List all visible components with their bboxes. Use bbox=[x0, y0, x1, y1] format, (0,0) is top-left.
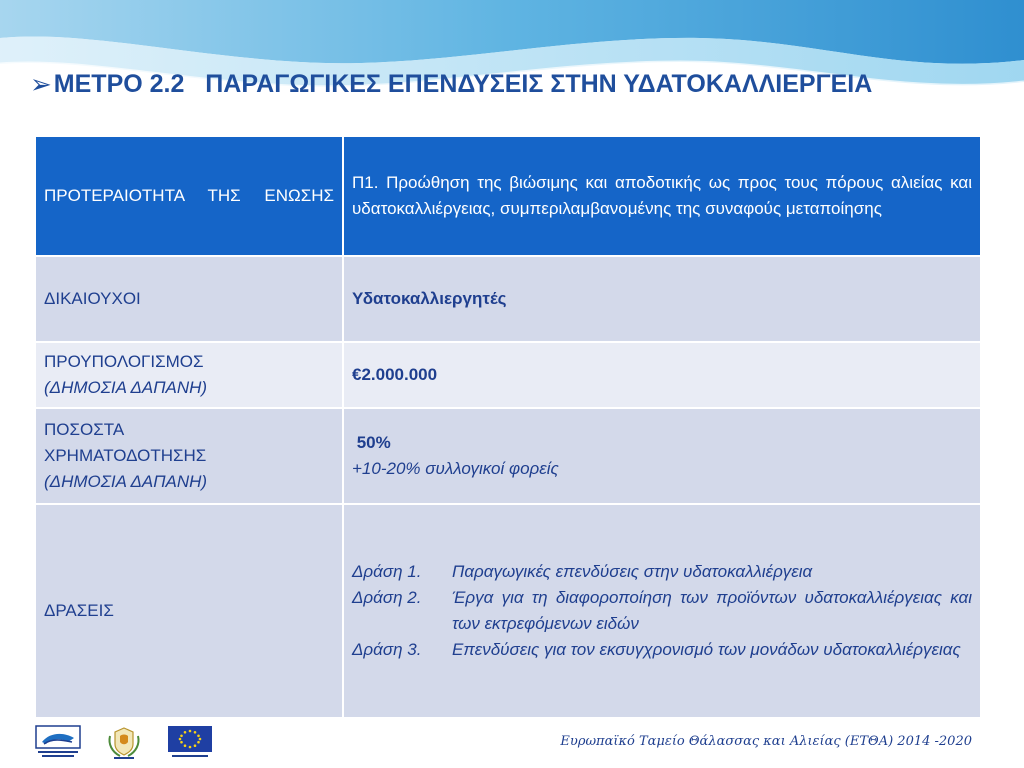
action-text: Έργα για τη διαφοροποίηση των προϊόντων υδατοκαλλιέργειας και των εκτρεφόμενων ειδών bbox=[452, 588, 972, 633]
action-item-3 bbox=[352, 637, 972, 663]
measure-table bbox=[34, 135, 982, 719]
priority-value: Π1. Προώθηση της βιώσιμης και αποδοτικής ως προς τους πόρους αλιείας και υδατοκαλλιέργειας, συμπεριλαμβανομένης της συναφούς μεταποίησης bbox=[343, 136, 981, 256]
table-row-beneficiaries bbox=[35, 256, 981, 342]
footer-logos bbox=[34, 722, 214, 762]
budget-label-note: (ΔΗΜΟΣΙΑ ΔΑΠΑΝΗ) bbox=[44, 378, 208, 397]
footer-fund-text: Ευρωπαϊκό Ταμείο Θάλασσας και Αλιείας (ΕΤΘΑ) 2014 -2020 bbox=[560, 734, 972, 749]
rates-value-cell bbox=[343, 408, 981, 504]
table-row-priority bbox=[35, 136, 981, 256]
rates-label-line2: ΧΡΗΜΑΤΟΔΟΤΗΣΗΣ bbox=[44, 446, 207, 465]
rates-label-line1: ΠΟΣΟΣΤΑ bbox=[44, 420, 125, 439]
slide-title: ΜΕΤΡΟ 2.2 ΠΑΡΑΓΩΓΙΚΕΣ ΕΠΕΝΔΥΣΕΙΣ ΣΤΗΝ ΥΔΑΤΟΚΑΛΛΙΕΡΓΕΙΑ bbox=[53, 69, 873, 98]
beneficiaries-label: ΔΙΚΑΙΟΥΧΟΙ bbox=[35, 256, 343, 342]
rates-label-cell bbox=[35, 408, 343, 504]
action-item-2 bbox=[352, 585, 972, 637]
budget-label: ΠΡΟΥΠΟΛΟΓΙΣΜΟΣ bbox=[44, 352, 204, 371]
priority-label: ΠΡΟΤΕΡΑΙΟΤΗΤΑ ΤΗΣ ΕΝΩΣΗΣ bbox=[35, 136, 343, 256]
rates-bonus-value: +10-20% συλλογικοί φορείς bbox=[352, 459, 559, 478]
rates-base-value: 50% bbox=[352, 433, 391, 452]
budget-value: €2.000.000 bbox=[343, 342, 981, 408]
beneficiaries-value: Υδατοκαλλιεργητές bbox=[343, 256, 981, 342]
action-text: Επενδύσεις για τον εκσυγχρονισμό των μονάδων υδατοκαλλιέργειας bbox=[452, 640, 961, 659]
arrow-bullet-icon: ➢ bbox=[30, 69, 52, 99]
cyprus-republic-emblem bbox=[100, 724, 148, 760]
action-label: Δράση 1. bbox=[352, 562, 422, 581]
action-text: Παραγωγικές επενδύσεις στην υδατοκαλλιέργεια bbox=[452, 562, 813, 581]
fisheries-department-logo bbox=[34, 724, 82, 760]
slide-title-bar bbox=[30, 62, 1010, 106]
actions-list bbox=[343, 504, 981, 718]
budget-label-cell bbox=[35, 342, 343, 408]
eu-flag-icon bbox=[166, 724, 214, 760]
action-label: Δράση 2. bbox=[352, 588, 422, 607]
actions-label: ΔΡΑΣΕΙΣ bbox=[35, 504, 343, 718]
rates-label-note: (ΔΗΜΟΣΙΑ ΔΑΠΑΝΗ) bbox=[44, 472, 208, 491]
action-label: Δράση 3. bbox=[352, 640, 422, 659]
table-row-rates bbox=[35, 408, 981, 504]
action-item-1 bbox=[352, 559, 972, 585]
table-row-actions bbox=[35, 504, 981, 718]
table-row-budget bbox=[35, 342, 981, 408]
